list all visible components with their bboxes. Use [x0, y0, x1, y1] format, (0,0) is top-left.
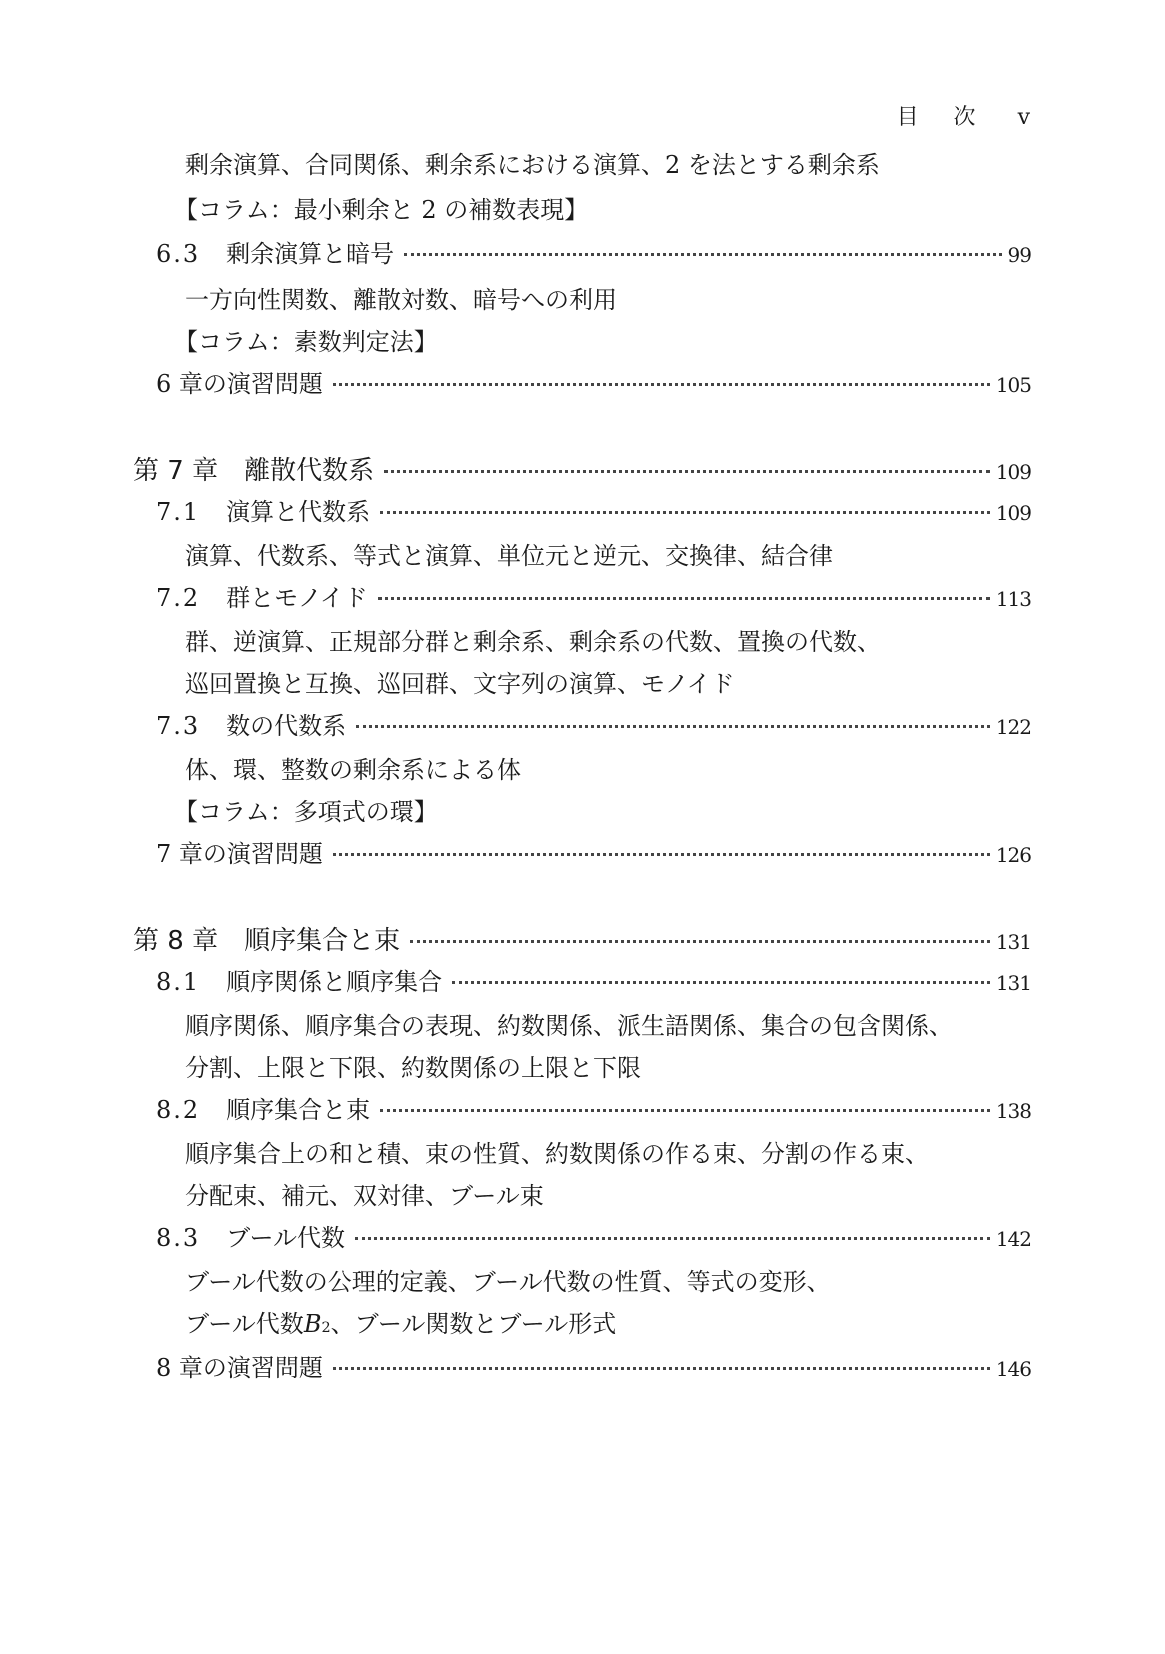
math-subscript: 2 — [321, 1320, 331, 1336]
toc-topic-line: 分割、上限と下限、約数関係の上限と下限 — [185, 1054, 641, 1082]
page-number: 122 — [995, 715, 1031, 739]
toc-column-line: 【コラム：多項式の環】 — [174, 798, 438, 826]
dot-leader — [378, 597, 990, 600]
page-number: 99 — [1007, 243, 1031, 267]
section-title: 剰余演算と暗号 — [226, 240, 395, 268]
toc-topic-line: 順序関係、順序集合の表現、約数関係、派生語関係、集合の包含関係、 — [185, 1012, 953, 1040]
dot-leader — [355, 1237, 990, 1240]
toc-section-7-2[interactable] — [156, 578, 1031, 613]
dot-leader — [333, 383, 990, 386]
toc-topic-line: 分配束、補元、双対律、ブール束 — [185, 1182, 544, 1210]
section-number: 8.2 — [156, 1096, 201, 1124]
page-number: 126 — [995, 843, 1031, 867]
page-number: 146 — [995, 1357, 1031, 1381]
toc-topic-line-b2: ブール代数 B 2 、ブール関数とブール形式 — [185, 1310, 617, 1338]
section-number: 8.1 — [156, 968, 201, 996]
toc-chapter-8[interactable] — [133, 920, 1031, 957]
section-title: 順序集合と束 — [226, 1096, 371, 1124]
toc-column-line: 【コラム：素数判定法】 — [174, 328, 438, 356]
section-title: 数の代数系 — [226, 712, 347, 740]
page-number: 138 — [995, 1099, 1031, 1123]
dot-leader — [384, 470, 990, 473]
toc-section-7-1[interactable] — [156, 492, 1031, 527]
page-number: 131 — [995, 930, 1031, 954]
toc-topic-line: 順序集合上の和と積、束の性質、約数関係の作る束、分割の作る束、 — [185, 1140, 929, 1168]
toc-section-8-1[interactable] — [156, 962, 1031, 997]
toc-section-7-3[interactable] — [156, 706, 1031, 741]
page-number: 142 — [995, 1227, 1031, 1251]
chapter-title: 離散代数系 — [244, 456, 375, 486]
dot-leader — [452, 981, 990, 984]
toc-topic-line: 体、環、整数の剰余系による体 — [185, 756, 521, 784]
exercise-title: 8 章の演習問題 — [156, 1354, 323, 1382]
dot-leader — [356, 725, 990, 728]
toc-section-8-2[interactable] — [156, 1090, 1031, 1125]
toc-topic-line: ブール代数の公理的定義、ブール代数の性質、等式の変形、 — [185, 1268, 831, 1296]
toc-topic-line: 剰余演算、合同関係、剰余系における演算、2 を法とする剰余系 — [185, 151, 880, 179]
section-title: 群とモノイド — [226, 584, 368, 612]
toc-topic-line: 群、逆演算、正規部分群と剰余系、剰余系の代数、置換の代数、 — [185, 628, 881, 656]
page-number: 105 — [995, 373, 1031, 397]
toc-exercises-ch8[interactable] — [156, 1348, 1031, 1383]
toc-chapter-7[interactable] — [133, 450, 1031, 487]
math-symbol-b: B — [303, 1310, 322, 1338]
running-header-page-number: v — [1017, 105, 1031, 130]
chapter-number: 第 7 章 — [133, 456, 219, 486]
running-header-title: 目 次 — [896, 105, 990, 130]
section-title: 演算と代数系 — [226, 498, 371, 526]
chapter-number: 第 8 章 — [133, 926, 219, 956]
page-number: 109 — [995, 460, 1031, 484]
toc-section-8-3[interactable] — [156, 1218, 1031, 1253]
section-number: 6.3 — [156, 240, 201, 268]
dot-leader — [380, 511, 990, 514]
exercise-title: 7 章の演習問題 — [156, 840, 323, 868]
toc-section-6-3[interactable] — [156, 234, 1031, 269]
running-header — [897, 100, 1031, 131]
section-number: 7.2 — [156, 584, 201, 612]
toc-exercises-ch7[interactable] — [156, 834, 1031, 869]
section-title: 順序関係と順序集合 — [226, 968, 443, 996]
toc-column-line: 【コラム：最小剰余と 2 の補数表現】 — [174, 196, 589, 224]
section-number: 7.3 — [156, 712, 201, 740]
section-number: 7.1 — [156, 498, 201, 526]
section-number: 8.3 — [156, 1224, 201, 1252]
toc-topic-line: 一方向性関数、離散対数、暗号への利用 — [185, 286, 617, 314]
page-number: 113 — [995, 587, 1031, 611]
page-number: 109 — [995, 501, 1031, 525]
toc-topic-line: 演算、代数系、等式と演算、単位元と逆元、交換律、結合律 — [185, 542, 833, 570]
section-title: ブール代数 — [226, 1224, 345, 1252]
dot-leader — [380, 1109, 990, 1112]
dot-leader — [404, 253, 1001, 256]
dot-leader — [410, 940, 990, 943]
page-number: 131 — [995, 971, 1031, 995]
chapter-title: 順序集合と束 — [244, 926, 401, 956]
toc-exercises-ch6[interactable] — [156, 364, 1031, 399]
dot-leader — [333, 853, 990, 856]
dot-leader — [333, 1367, 990, 1370]
toc-topic-line: 巡回置換と互換、巡回群、文字列の演算、モノイド — [185, 670, 735, 698]
exercise-title: 6 章の演習問題 — [156, 370, 323, 398]
